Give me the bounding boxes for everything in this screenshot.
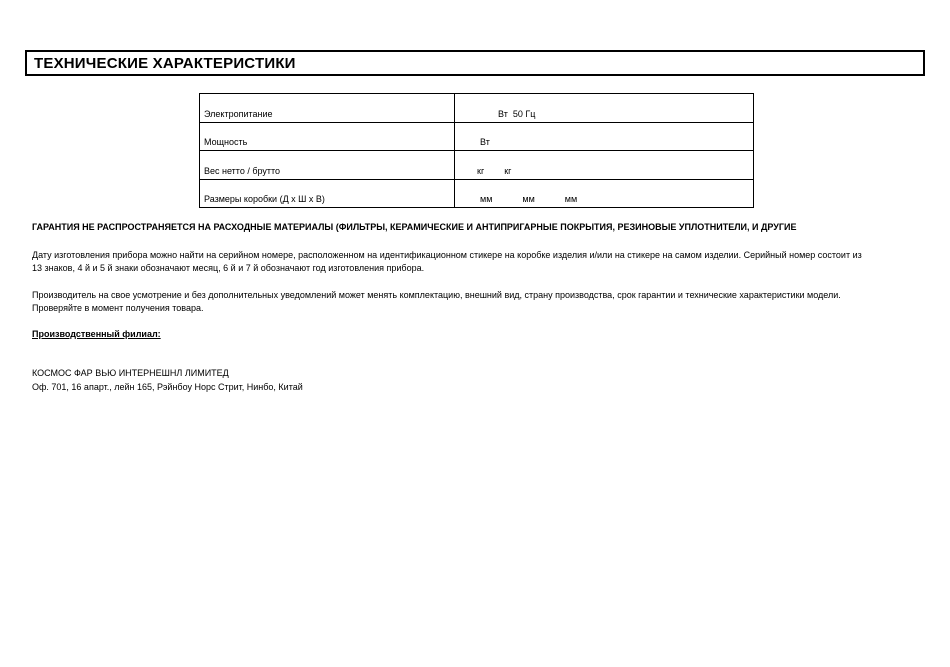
section-title-box xyxy=(25,50,925,76)
spec-label-cell xyxy=(200,151,455,180)
specs-table xyxy=(199,93,754,208)
company-name: КОСМОС ФАР ВЬЮ ИНТЕРНЕШНЛ ЛИМИТЕД xyxy=(32,368,229,378)
spec-label-cell xyxy=(200,122,455,151)
changes-paragraph xyxy=(32,289,912,315)
spec-value: Вт xyxy=(480,137,490,147)
branch-heading: Производственный филиал: xyxy=(32,329,161,339)
spec-row xyxy=(200,122,754,151)
spec-row xyxy=(200,151,754,180)
company-address: Оф. 701, 16 апарт., лейн 165, Рэйнбоу Норс Стрит, Нинбо, Китай xyxy=(32,382,303,392)
spec-value: мм мм мм xyxy=(480,194,578,204)
serial-line-1: Дату изготовления прибора можно найти на серийном номере, расположенном на идентификационном стикере на коробке изделия и/или на стикере на самом изделии. Серийный номер состоит из xyxy=(32,250,862,260)
spec-value-cell xyxy=(455,151,754,180)
warranty-notice: ГАРАНТИЯ НЕ РАСПРОСТРАНЯЕТСЯ НА РАСХОДНЫЕ МАТЕРИАЛЫ (ФИЛЬТРЫ, КЕРАМИЧЕСКИЕ И АНТИПРИГАРНЫЕ ПОКРЫТИЯ, РЕЗИНОВЫЕ УПЛОТНИТЕЛИ, И ДРУГИЕ xyxy=(32,222,797,232)
serial-number-paragraph xyxy=(32,249,912,275)
section-title: ТЕХНИЧЕСКИЕ ХАРАКТЕРИСТИКИ xyxy=(34,55,296,72)
spec-value: Вт 50 Гц xyxy=(498,108,536,119)
changes-line-1: Производитель на свое усмотрение и без дополнительных уведомлений может менять комплектацию, внешний вид, страну производства, срок гарантии и технические характеристики модели. xyxy=(32,290,841,300)
spec-value-cell xyxy=(455,179,754,208)
spec-value: кг кг xyxy=(477,165,512,176)
spec-label: Вес нетто / брутто xyxy=(204,165,281,176)
spec-row xyxy=(200,94,754,123)
spec-row xyxy=(200,179,754,208)
spec-value-cell xyxy=(455,122,754,151)
changes-line-2: Проверяйте в момент получения товара. xyxy=(32,303,204,313)
spec-value-cell xyxy=(455,94,754,123)
serial-line-2: 13 знаков, 4 й и 5 й знаки обозначают месяц, 6 й и 7 й обозначают год изготовления прибора. xyxy=(32,263,425,273)
spec-label-cell xyxy=(200,94,455,123)
spec-label: Электропитание xyxy=(204,108,273,119)
spec-label-cell xyxy=(200,179,455,208)
spec-label: Размеры коробки (Д х Ш х В) xyxy=(204,194,325,204)
spec-label: Мощность xyxy=(204,137,248,147)
